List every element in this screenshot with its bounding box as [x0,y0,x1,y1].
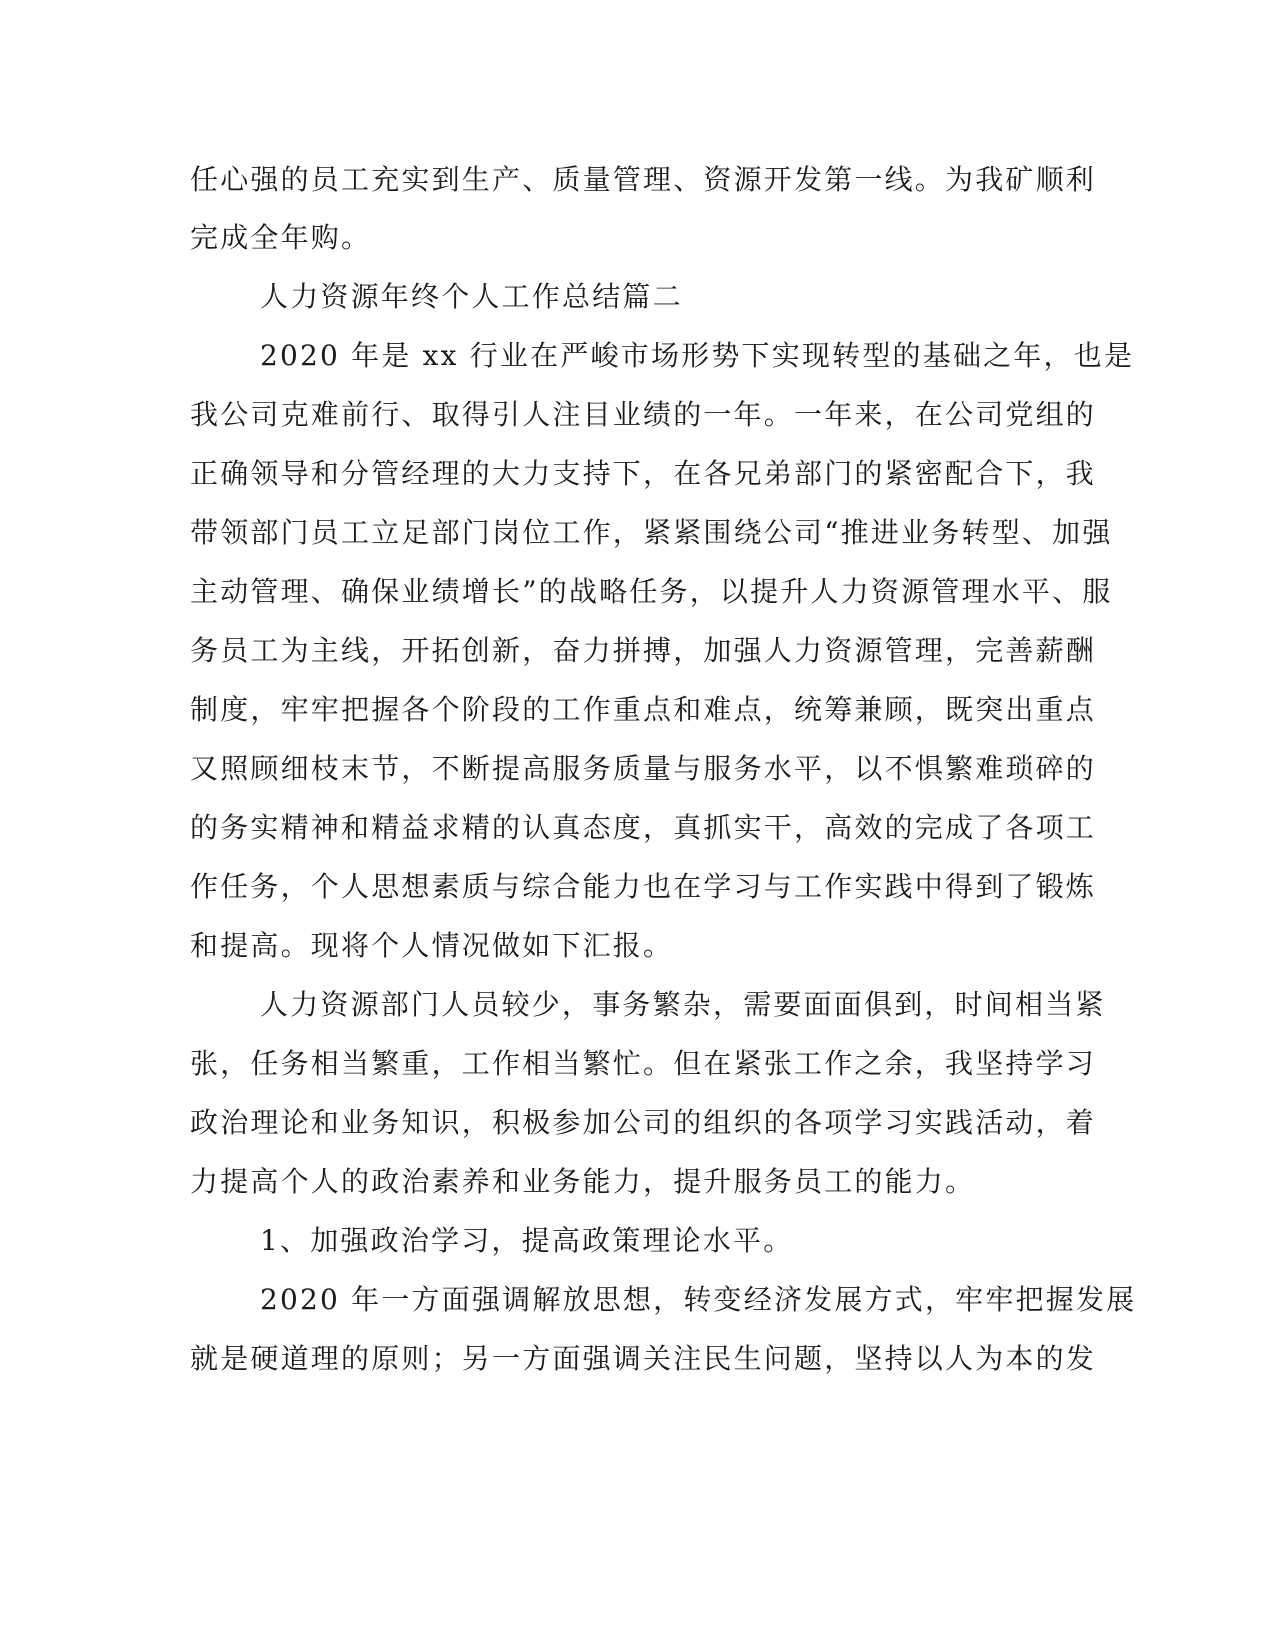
list-item-heading: 1、加强政治学习，提高政策理论水平。 [260,1224,794,1257]
text-line: 我公司克难前行、取得引人注目业绩的一年。一年来，在公司党组的 [190,398,1097,431]
text-line: 张，任务相当繁重，工作相当繁忙。但在紧张工作之余，我坚持学习 [190,1047,1097,1080]
section-heading: 人力资源年终个人工作总结篇二 [260,280,683,313]
text-line: 作任务，个人思想素质与综合能力也在学习与工作实践中得到了锻炼 [190,870,1097,903]
text-line: 任心强的员工充实到生产、质量管理、资源开发第一线。为我矿顺利 [190,163,1097,196]
text-line: 就是硬道理的原则；另一方面强调关注民生问题，坚持以人为本的发 [190,1342,1097,1375]
text-line: 主动管理、确保业绩增长”的战略任务，以提升人力资源管理水平、服 [190,575,1113,608]
text-line: 带领部门员工立足部门岗位工作，紧紧围绕公司“推进业务转型、加强 [190,516,1113,549]
text-line: 政治理论和业务知识，积极参加公司的组织的各项学习实践活动，着 [190,1106,1097,1139]
text-line: 和提高。现将个人情况做如下汇报。 [190,929,674,962]
text-line: 人力资源部门人员较少，事务繁杂，需要面面俱到，时间相当紧 [260,988,1106,1021]
text-line: 务员工为主线，开拓创新，奋力拼搏，加强人力资源管理，完善薪酬 [190,634,1097,667]
text-line: 的务实精神和精益求精的认真态度，真抓实干，高效的完成了各项工 [190,811,1097,844]
text-line: 完成全年购。 [190,221,372,254]
text-line: 制度，牢牢把握各个阶段的工作重点和难点，统筹兼顾，既突出重点 [190,693,1097,726]
text-line: 2020 年一方面强调解放思想，转变经济发展方式，牢牢把握发展 [260,1283,1137,1316]
text-line: 正确领导和分管经理的大力支持下，在各兄弟部门的紧密配合下，我 [190,457,1097,490]
text-line: 2020 年是 xx 行业在严峻市场形势下实现转型的基础之年，也是 [260,339,1135,372]
text-line: 力提高个人的政治素养和业务能力，提升服务员工的能力。 [190,1165,976,1198]
text-line: 又照顾细枝末节，不断提高服务质量与服务水平，以不惧繁难琐碎的 [190,752,1097,785]
